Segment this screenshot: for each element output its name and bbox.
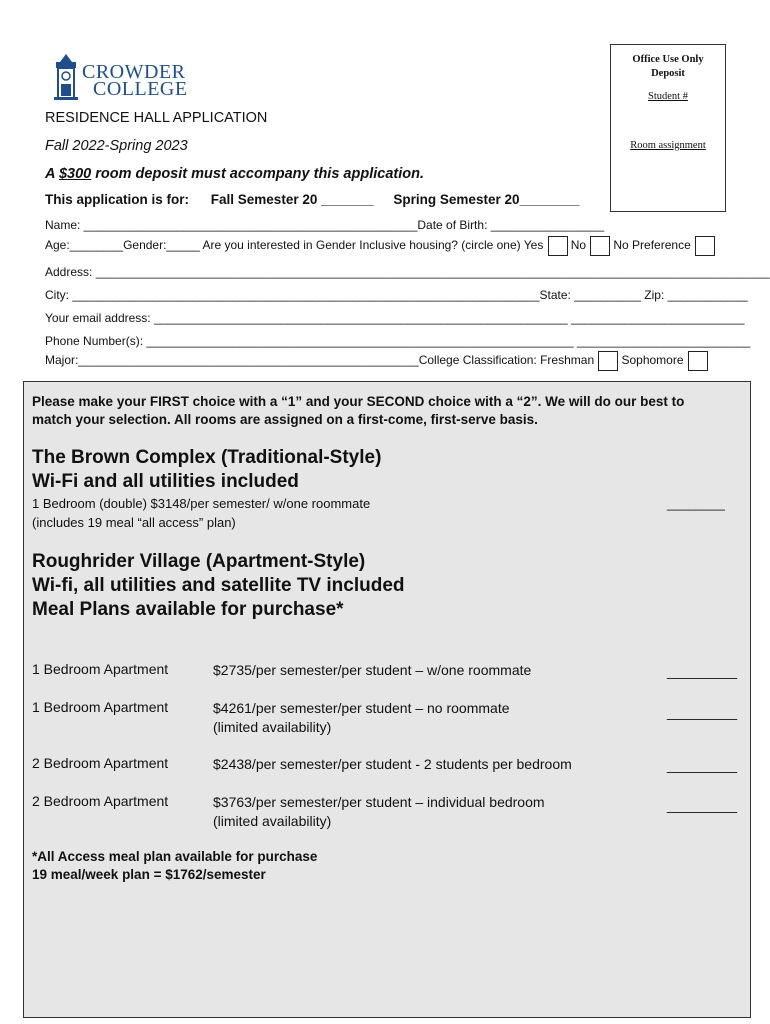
fall-semester-field[interactable]: Fall Semester 20 _______ <box>210 192 374 207</box>
apartment-choice-blank[interactable]: _________ <box>667 797 738 813</box>
office-use-title <box>611 53 725 81</box>
roughrider-heading-line3: Meal Plans available for purchase* <box>32 599 344 620</box>
student-number-label: Student # <box>648 91 688 102</box>
apartment-desc <box>213 699 510 737</box>
college-name <box>82 61 188 100</box>
yes-checkbox[interactable] <box>548 236 568 256</box>
deposit-amount: $300 <box>58 166 92 182</box>
age-gender-text[interactable]: Age:________Gender:_____ Are you interested in Gender Inclusive housing? (circle one) Yes <box>45 238 544 253</box>
apartment-type: 1 Bedroom Apartment <box>32 699 169 715</box>
page-title: RESIDENCE HALL APPLICATION <box>45 110 268 126</box>
college-logo <box>52 52 202 104</box>
office-use-box <box>610 44 726 212</box>
no-checkbox[interactable] <box>590 236 610 256</box>
sophomore-checkbox[interactable] <box>688 351 708 371</box>
deposit-notice <box>45 166 424 182</box>
apartment-desc-note: (limited availability) <box>213 813 332 829</box>
apartment-desc-price: $2735/per semester/per student – w/one roommate <box>213 662 532 678</box>
no-preference-label: No Preference <box>613 238 691 253</box>
logo-line1: CROWDER <box>82 61 186 83</box>
city-state-zip-field[interactable]: City: ______________________________________________________________________State: __________ Zip: ____________ <box>45 288 748 302</box>
roughrider-heading <box>32 550 405 622</box>
roughrider-heading-line1: Roughrider Village (Apartment-Style) <box>32 551 366 572</box>
office-title-line1: Office Use Only <box>632 54 704 65</box>
roughrider-heading-line2: Wi-fi, all utilities and satellite TV included <box>32 575 405 596</box>
email-field[interactable]: Your email address: ______________________________________________________________ __________________________ <box>45 311 745 325</box>
freshman-checkbox[interactable] <box>598 351 618 371</box>
major-classification-row <box>45 351 711 371</box>
apartment-desc-price: $2438/per semester/per student - 2 students per bedroom <box>213 756 572 772</box>
brown-complex-heading <box>32 446 381 494</box>
apartment-type: 2 Bedroom Apartment <box>32 793 169 809</box>
room-assignment-label: Room assignment <box>630 140 706 151</box>
sophomore-label: Sophomore <box>621 353 684 368</box>
meal-plan-line2: 19 meal/week plan = $1762/semester <box>32 867 266 882</box>
apartment-desc <box>213 661 531 680</box>
phone-field[interactable]: Phone Number(s): ________________________________________________________________ __________________________ <box>45 334 751 348</box>
address-field[interactable]: Address: _____________________________________________________________________________________________________ <box>45 265 770 279</box>
instructions-line1: Please make your FIRST choice with a “1” and your SECOND choice with a “2”. We will do our best to <box>32 394 685 409</box>
no-label: No <box>570 238 587 253</box>
apartment-choice-blank[interactable]: _________ <box>667 757 738 773</box>
application-for-label: This application is for: <box>45 192 190 207</box>
spring-semester-field[interactable]: Spring Semester 20________ <box>393 192 580 207</box>
age-gender-row <box>45 236 718 256</box>
apartment-desc <box>213 793 545 831</box>
apartment-desc-note: (limited availability) <box>213 719 332 735</box>
meal-plan-line1: *All Access meal plan available for purchase <box>32 849 318 864</box>
brown-heading-line2: Wi-Fi and all utilities included <box>32 471 299 492</box>
brown-desc-line2: (includes 19 meal “all access” plan) <box>32 515 236 530</box>
logo-line2: COLLEGE <box>93 78 188 100</box>
clock-tower-icon <box>52 52 80 102</box>
apartment-desc-price: $3763/per semester/per student – individual bedroom <box>213 794 545 810</box>
apartment-choice-blank[interactable]: _________ <box>667 704 738 720</box>
brown-desc-line1: 1 Bedroom (double) $3148/per semester/ w/one roommate <box>32 496 371 511</box>
apartment-desc <box>213 755 572 774</box>
major-field[interactable]: Major:___________________________________________________College Classification: Freshman <box>45 353 595 368</box>
apartment-choice-blank[interactable]: _________ <box>667 663 738 679</box>
brown-heading-line1: The Brown Complex (Traditional-Style) <box>32 447 382 468</box>
brown-complex-description <box>32 494 370 532</box>
instructions-line2: match your selection. All rooms are assigned on a first-come, first-serve basis. <box>32 412 538 427</box>
apartment-desc-price: $4261/per semester/per student – no roommate <box>213 700 510 716</box>
meal-plan-note <box>32 848 317 884</box>
office-title-line2: Deposit <box>651 68 685 79</box>
application-for-row <box>45 192 580 207</box>
apartment-type: 2 Bedroom Apartment <box>32 755 169 771</box>
term-label: Fall 2022-Spring 2023 <box>45 138 188 154</box>
brown-complex-choice-blank[interactable]: ________ <box>667 496 725 511</box>
deposit-prefix: A <box>45 166 59 182</box>
instructions <box>32 393 684 429</box>
no-preference-checkbox[interactable] <box>695 236 715 256</box>
apartment-type: 1 Bedroom Apartment <box>32 661 169 677</box>
deposit-suffix: room deposit must accompany this application. <box>91 166 424 182</box>
name-dob-field[interactable]: Name: __________________________________________________Date of Birth: _________________ <box>45 218 605 232</box>
